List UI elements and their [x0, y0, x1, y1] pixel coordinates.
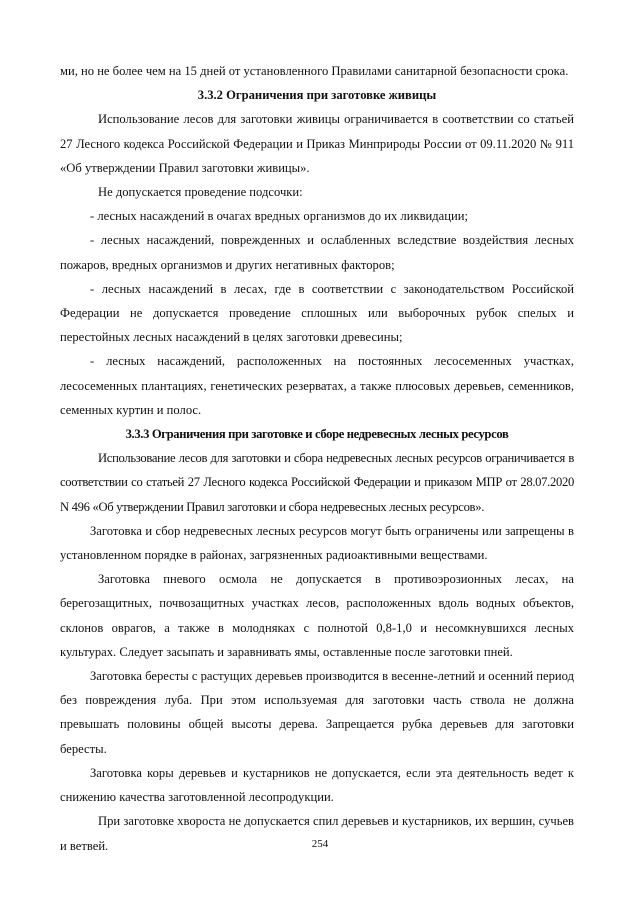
paragraph: Использование лесов для заготовки и сбора недревесных лесных ресурсов ограничивается в соответствии со статьей 27 Лесного кодекса Российской Федерации и приказом МПР от 28.07.2020 N 496 «Об утверждении Правил заготовки и сбора недревесных лесных ресурсов».: [60, 451, 574, 514]
list-item: - лесных насаждений, поврежденных и ослабленных вследствие воздействия лесных пожаров, вредных организмов и других негативных факторов;: [60, 233, 574, 272]
list-item: - лесных насаждений, расположенных на постоянных лесосеменных участках, лесосеменных плантациях, генетических резерватах, а также плюсовых деревьев, семенников, семенных куртин и полос.: [60, 354, 574, 417]
paragraph: Заготовка пневого осмола не допускается в противоэрозионных лесах, на берегозащитных, почвозащитных участках лесов, расположенных вдоль водных объектов, склонов оврагов, а также в молодняках с полнотой 0,8-1,0 и несомкнувшихся лесных культурах. Следует засыпать и заравнивать ямы, оставленные после заготовки пней.: [60, 572, 574, 659]
list-item: - лесных насаждений в лесах, где в соответствии с законодательством Российской Федерации не допускается проведение сплошных или выборочных рубок спелых и перестойных лесных насаждений в целях заготовки древесины;: [60, 281, 574, 345]
paragraph: Заготовка коры деревьев и кустарников не допускается, если эта деятельность ведет к снижению качества заготовленной лесопродукции.: [60, 765, 574, 805]
paragraph: ми, но не более чем на 15 дней от установленного Правилами санитарной безопасности срока.: [60, 64, 569, 78]
section-heading-3-3-3: 3.3.3 Ограничения при заготовке и сборе недревесных лесных ресурсов: [125, 427, 509, 442]
page-number: 254: [311, 838, 329, 850]
list-item: - лесных насаждений в очагах вредных организмов до их ликвидации;: [90, 209, 468, 224]
document-body: [60, 59, 574, 858]
paragraph: Использование лесов для заготовки живицы ограничивается в соответствии со статьей 27 Лесного кодекса Российской Федерации и Приказ Минприроды России от 09.11.2020 № 911 «Об утверждении Правил заготовки живицы».: [60, 112, 574, 175]
section-heading-3-3-2: 3.3.2 Ограничения при заготовке живицы: [197, 88, 437, 103]
paragraph: Заготовка и сбор недревесных лесных ресурсов могут быть ограничены или запрещены в установленном порядке в районах, загрязненных радиоактивными веществами.: [60, 523, 574, 563]
paragraph: Заготовка бересты с растущих деревьев производится в весенне-летний и осенний период без повреждения луба. При этом используемая для заготовки часть ствола не должна превышать половины общей высоты дерева. Запрещается рубка деревьев для заготовки бересты.: [60, 669, 574, 756]
paragraph: При заготовке хвороста не допускается спил деревьев и кустарников, их вершин, сучьев и ветвей.: [60, 814, 574, 853]
paragraph: Не допускается проведение подсочки:: [98, 185, 303, 200]
